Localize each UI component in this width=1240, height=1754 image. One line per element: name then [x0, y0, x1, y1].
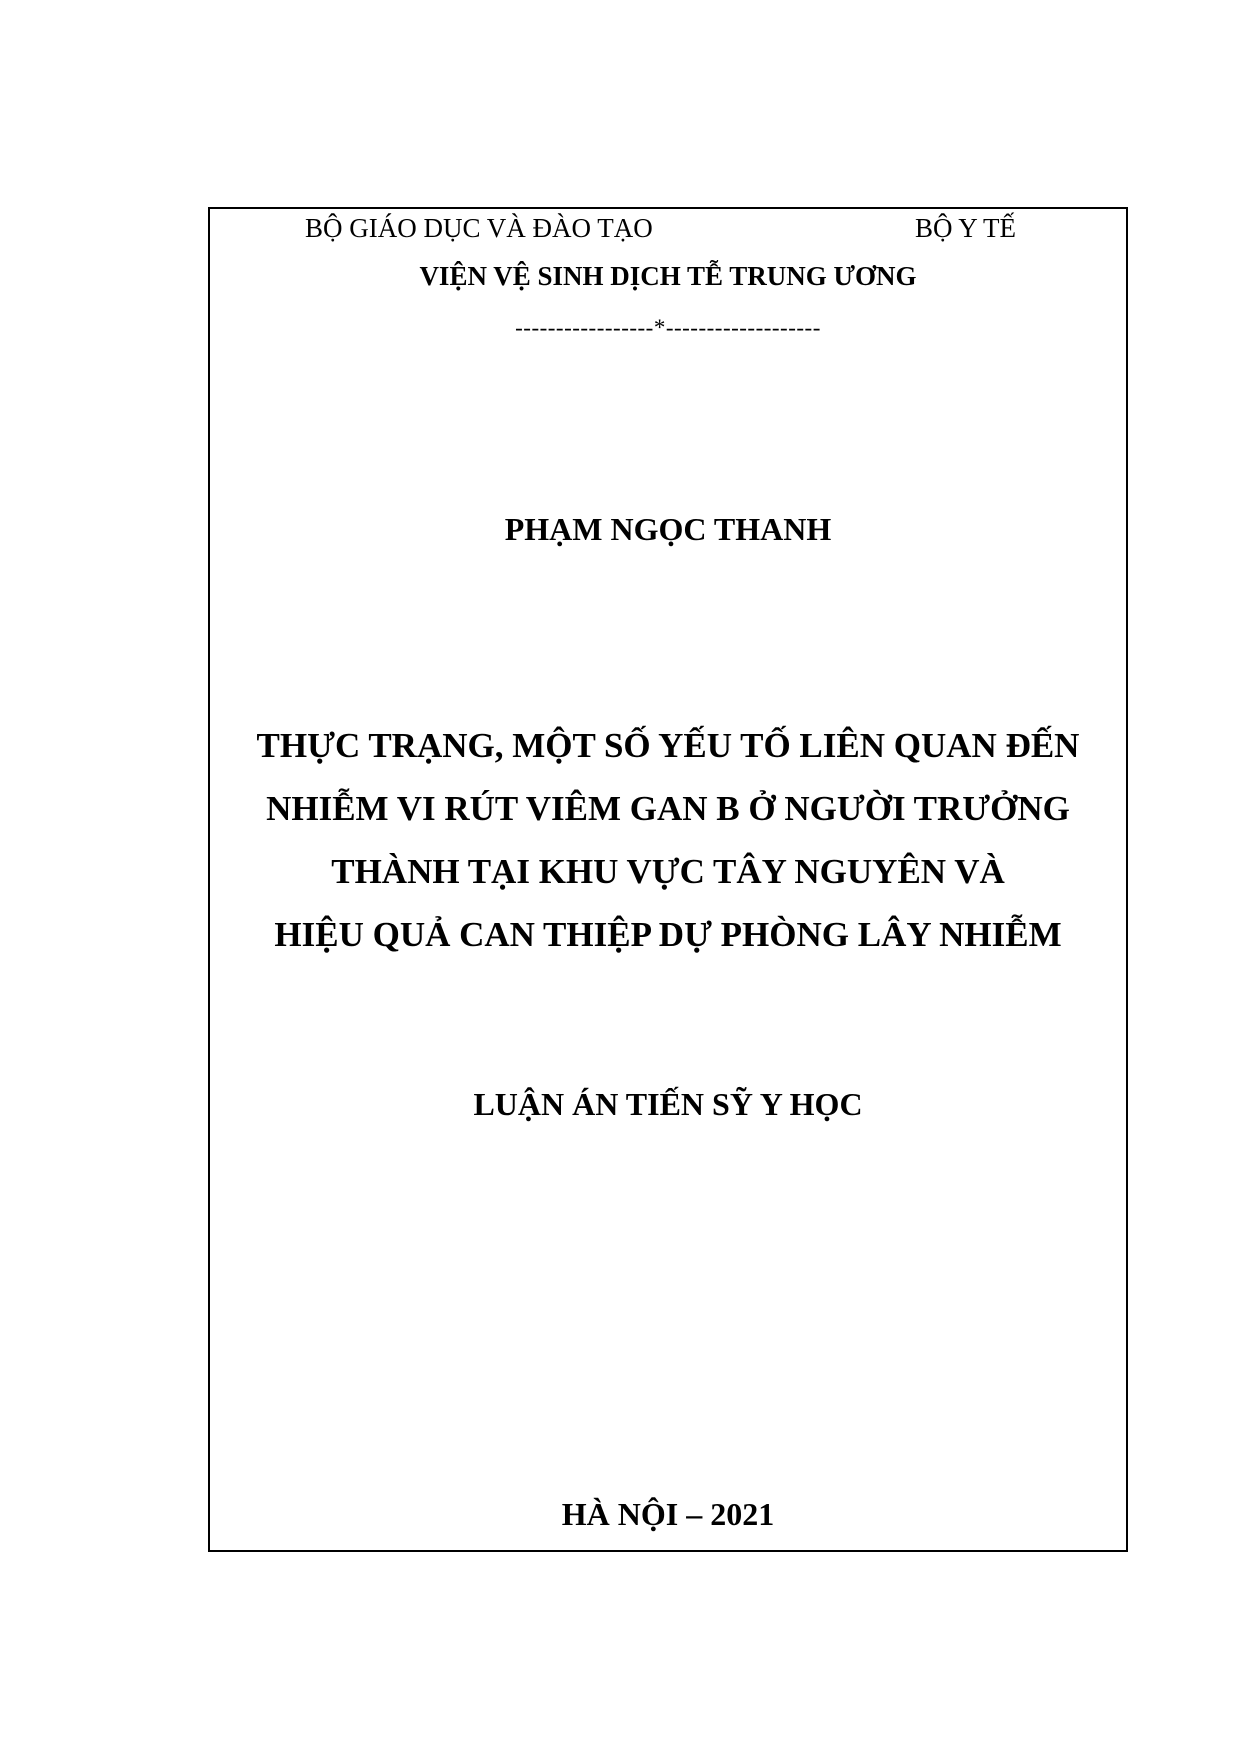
header-separator: -----------------*-------------------	[515, 315, 821, 340]
ministry-of-education: BỘ GIÁO DỤC VÀ ĐÀO TẠO	[305, 213, 653, 243]
place-and-year: HÀ NỘI – 2021	[561, 1496, 775, 1532]
institute-name: VIỆN VỆ SINH DỊCH TỄ TRUNG ƯƠNG	[419, 261, 917, 291]
cover-page-frame	[208, 207, 1128, 1552]
thesis-title-line: THỰC TRẠNG, MỘT SỐ YẾU TỐ LIÊN QUAN ĐẾN	[256, 726, 1080, 765]
thesis-title	[210, 714, 1126, 966]
thesis-title-line: NHIỄM VI RÚT VIÊM GAN B Ở NGƯỜI TRƯỞNG	[266, 789, 1070, 828]
degree-type: LUẬN ÁN TIẾN SỸ Y HỌC	[473, 1086, 863, 1122]
thesis-title-line: HIỆU QUẢ CAN THIỆP DỰ PHÒNG LÂY NHIỄM	[274, 915, 1062, 954]
ministry-of-health: BỘ Y TẾ	[915, 213, 1016, 243]
author-name: PHẠM NGỌC THANH	[504, 511, 832, 547]
thesis-title-line: THÀNH TẠI KHU VỰC TÂY NGUYÊN VÀ	[331, 852, 1005, 891]
